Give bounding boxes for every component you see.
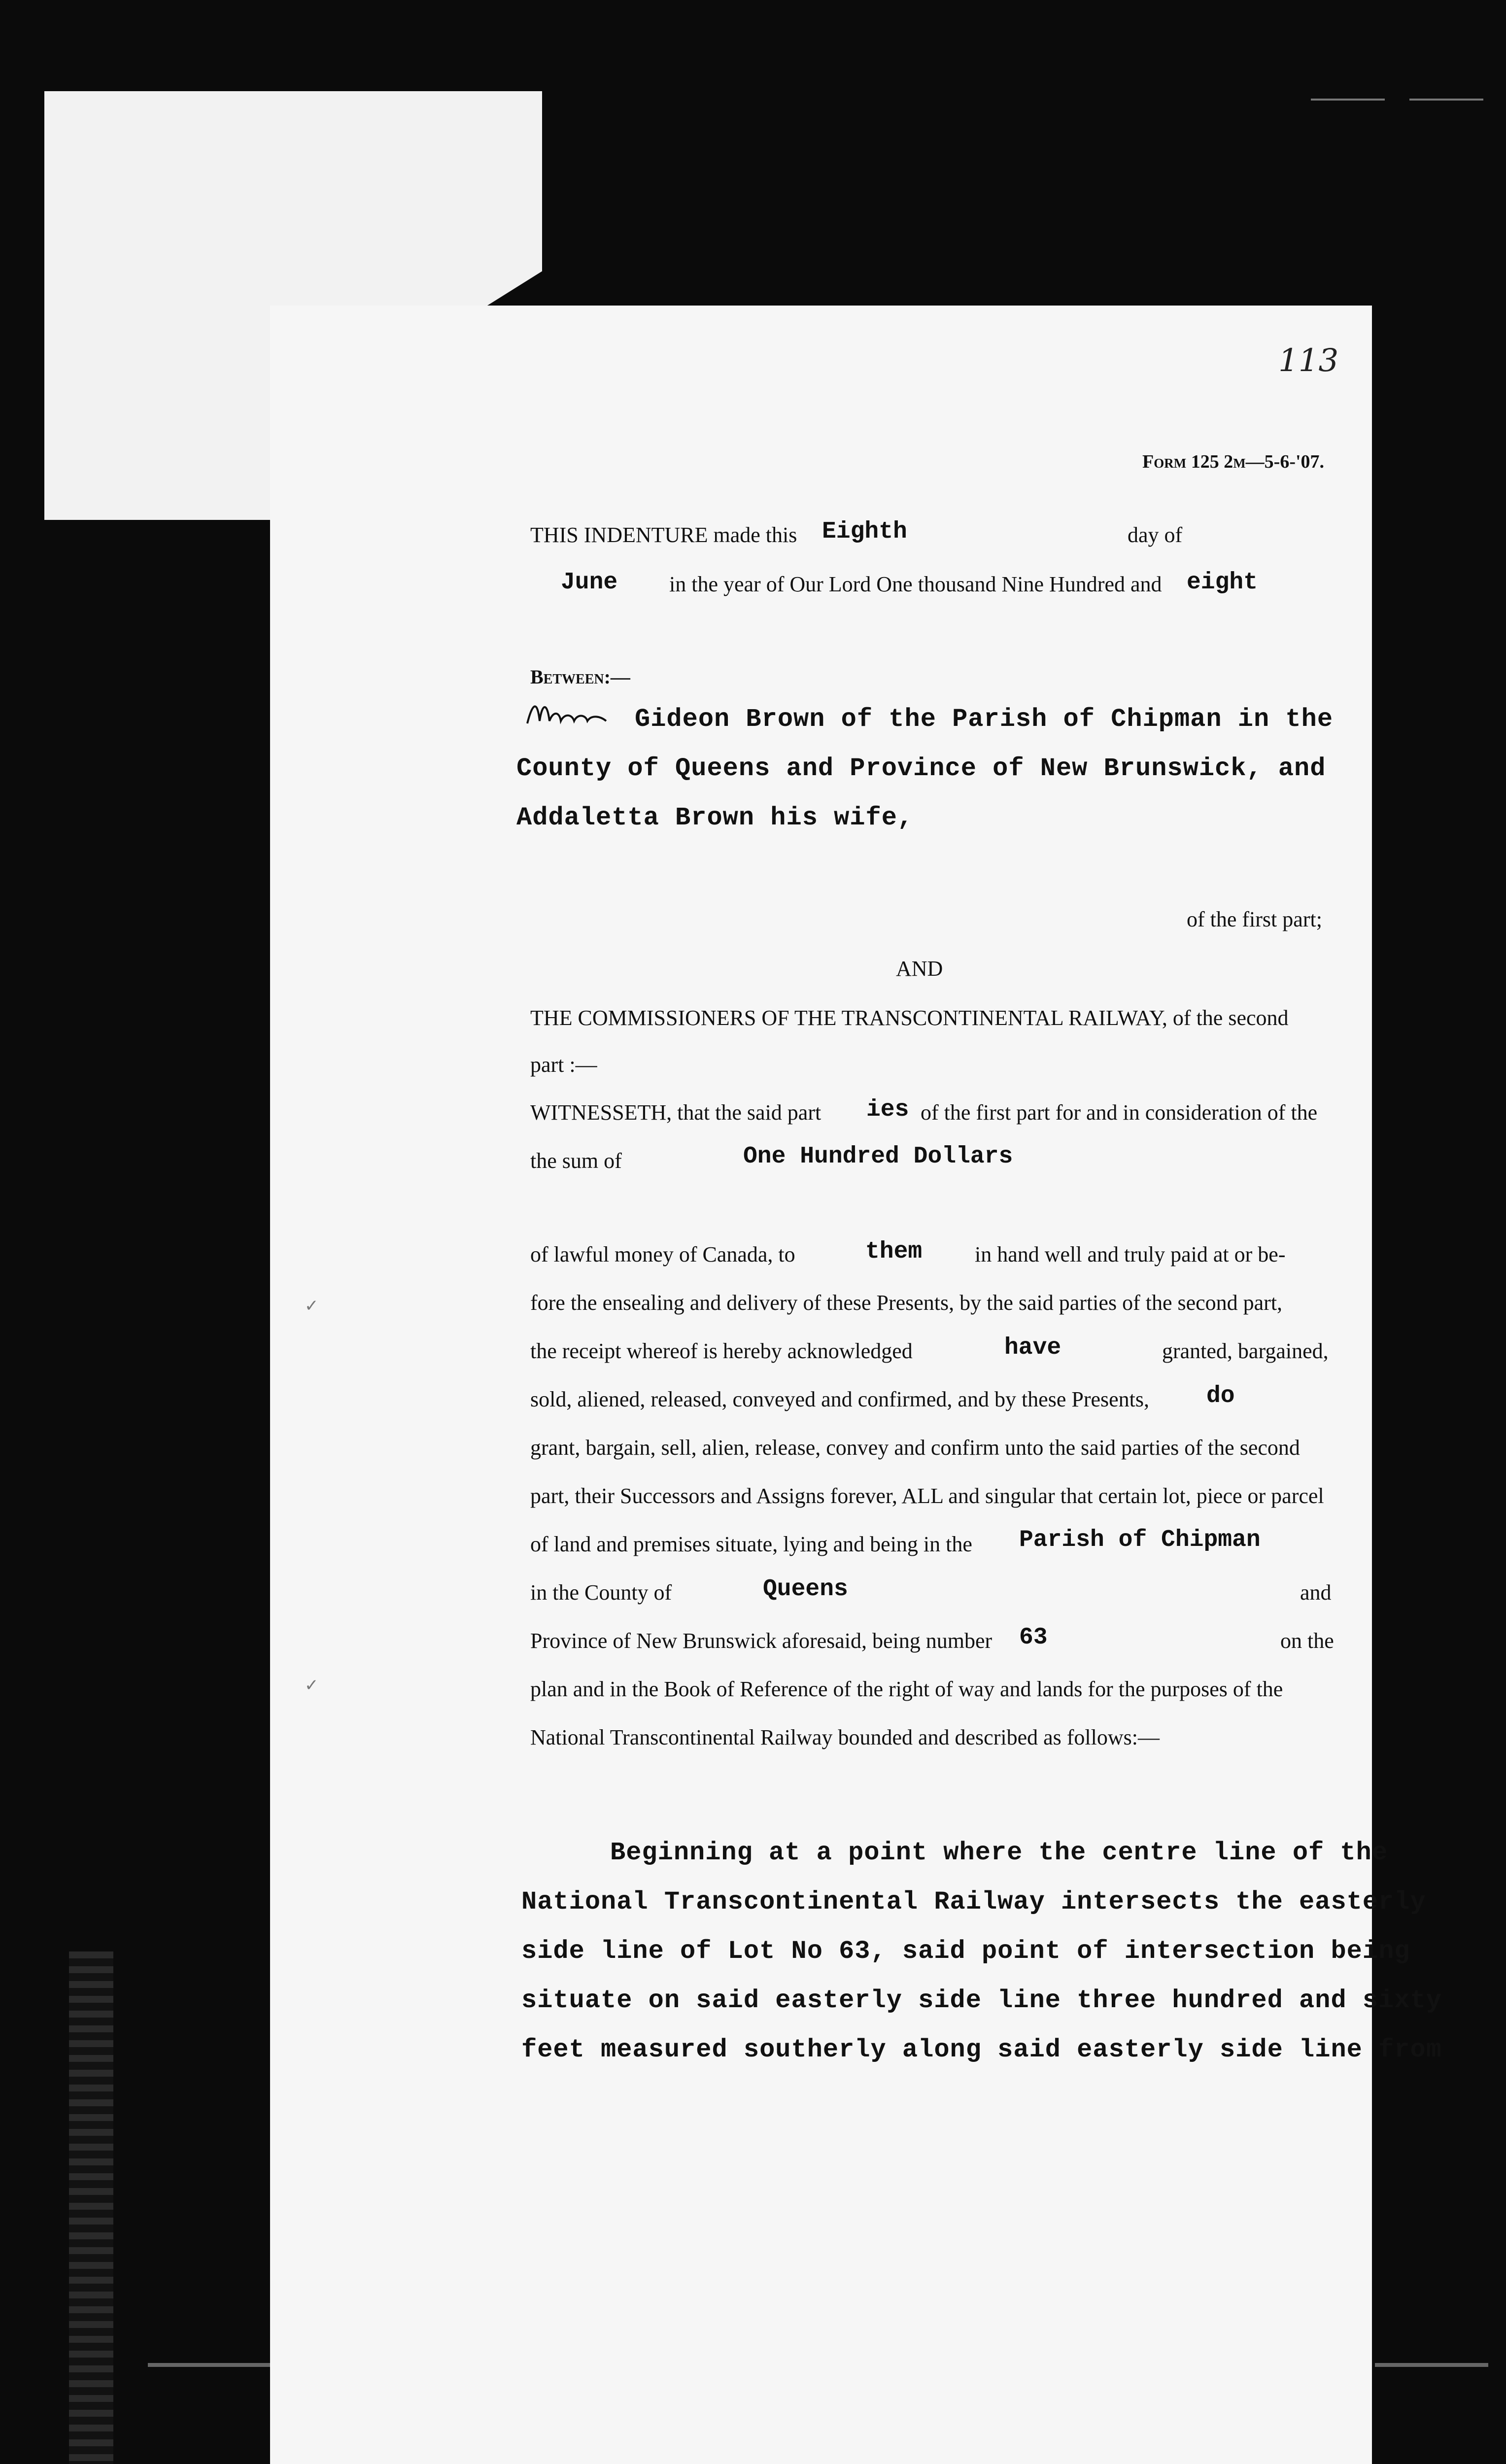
ensealing-line: fore the ensealing and delivery of these Presents, by the said parties of the second part, [530, 1291, 1283, 1315]
document-page [270, 306, 1442, 2464]
description-line-5: feet measured southerly along said easterly side line from [521, 2035, 1442, 2064]
edge-mark [1311, 99, 1385, 101]
sum-value: One Hundred Dollars [743, 1143, 1013, 1170]
party-line-2: County of Queens and Province of New Brunswick, and [516, 754, 1326, 783]
indenture-prefix: THIS INDENTURE made this [530, 523, 797, 547]
description-line-3: side line of Lot No 63, said point of intersection being [521, 1937, 1410, 1966]
land-fill: Parish of Chipman [1019, 1527, 1261, 1553]
party-line-1: Gideon Brown of the Parish of Chipman in the [635, 705, 1334, 734]
receipt-fill: have [1004, 1335, 1061, 1361]
money-fill: them [865, 1238, 923, 1265]
between-label: Between:— [530, 666, 630, 688]
grant-line: grant, bargain, sell, alien, release, convey and confirm unto the said parties of the second [530, 1436, 1300, 1460]
film-edge-strip [69, 1951, 113, 2464]
receipt-a: the receipt whereof is hereby acknowledged [530, 1339, 913, 1363]
commissioners-line: THE COMMISSIONERS OF THE TRANSCONTINENTAL RAILWAY, of the second [530, 1006, 1289, 1030]
money-a: of lawful money of Canada, to [530, 1242, 795, 1266]
sold-a: sold, aliened, released, conveyed and confirmed, and by these Presents, [530, 1387, 1150, 1411]
indenture-day-of: day of [1128, 523, 1183, 547]
witnesseth-b: of the first part for and in consideration of the [921, 1100, 1318, 1125]
indenture-year-suffix: eight [1187, 569, 1258, 596]
receipt-b: granted, bargained, [1162, 1339, 1329, 1363]
margin-tick-mark: ✓ [305, 1296, 319, 1316]
witnesseth-fill: ies [866, 1096, 909, 1123]
edge-mark [1375, 2363, 1488, 2367]
description-line-4: situate on said easterly side line three hundred and sixty [521, 1986, 1442, 2015]
province-b: on the [1280, 1629, 1334, 1653]
indenture-day: Eighth [822, 518, 907, 545]
province-a: Province of New Brunswick aforesaid, being number [530, 1629, 993, 1653]
land-a: of land and premises situate, lying and being in the [530, 1532, 972, 1556]
description-line-2: National Transcontinental Railway intersects the easterly [521, 1887, 1426, 1916]
sold-fill: do [1206, 1383, 1235, 1409]
money-b: in hand well and truly paid at or be- [975, 1242, 1286, 1266]
province-fill: 63 [1019, 1624, 1048, 1651]
indenture-month: June [561, 569, 618, 596]
first-part-label: of the first part; [1187, 907, 1322, 931]
form-number: Form 125 2m—5-6-'07. [1142, 451, 1325, 472]
county-a: in the County of [530, 1580, 672, 1605]
description-line-1: Beginning at a point where the centre line of the [610, 1838, 1388, 1867]
part-line: part, their Successors and Assigns forever, ALL and singular that certain lot, piece or parcel [530, 1484, 1324, 1508]
edge-mark [1409, 99, 1483, 101]
witnesseth-a: WITNESSETH, that the said part [530, 1100, 821, 1125]
party-line-3: Addaletta Brown his wife, [516, 803, 914, 832]
plan-line: plan and in the Book of Reference of the right of way and lands for the purposes of the [530, 1677, 1283, 1701]
page-number: 113 [1278, 342, 1339, 379]
margin-tick-mark: ✓ [305, 1676, 319, 1695]
handwritten-moses-signature [522, 694, 611, 733]
national-line: National Transcontinental Railway bounded and described as follows:— [530, 1725, 1160, 1749]
part-label: part :— [530, 1053, 597, 1077]
county-b: and [1300, 1580, 1332, 1605]
county-fill: Queens [763, 1576, 848, 1603]
sum-prefix: the sum of [530, 1149, 622, 1173]
and-label: AND [896, 957, 943, 981]
indenture-year-text: in the year of Our Lord One thousand Nine Hundred and [669, 572, 1162, 596]
